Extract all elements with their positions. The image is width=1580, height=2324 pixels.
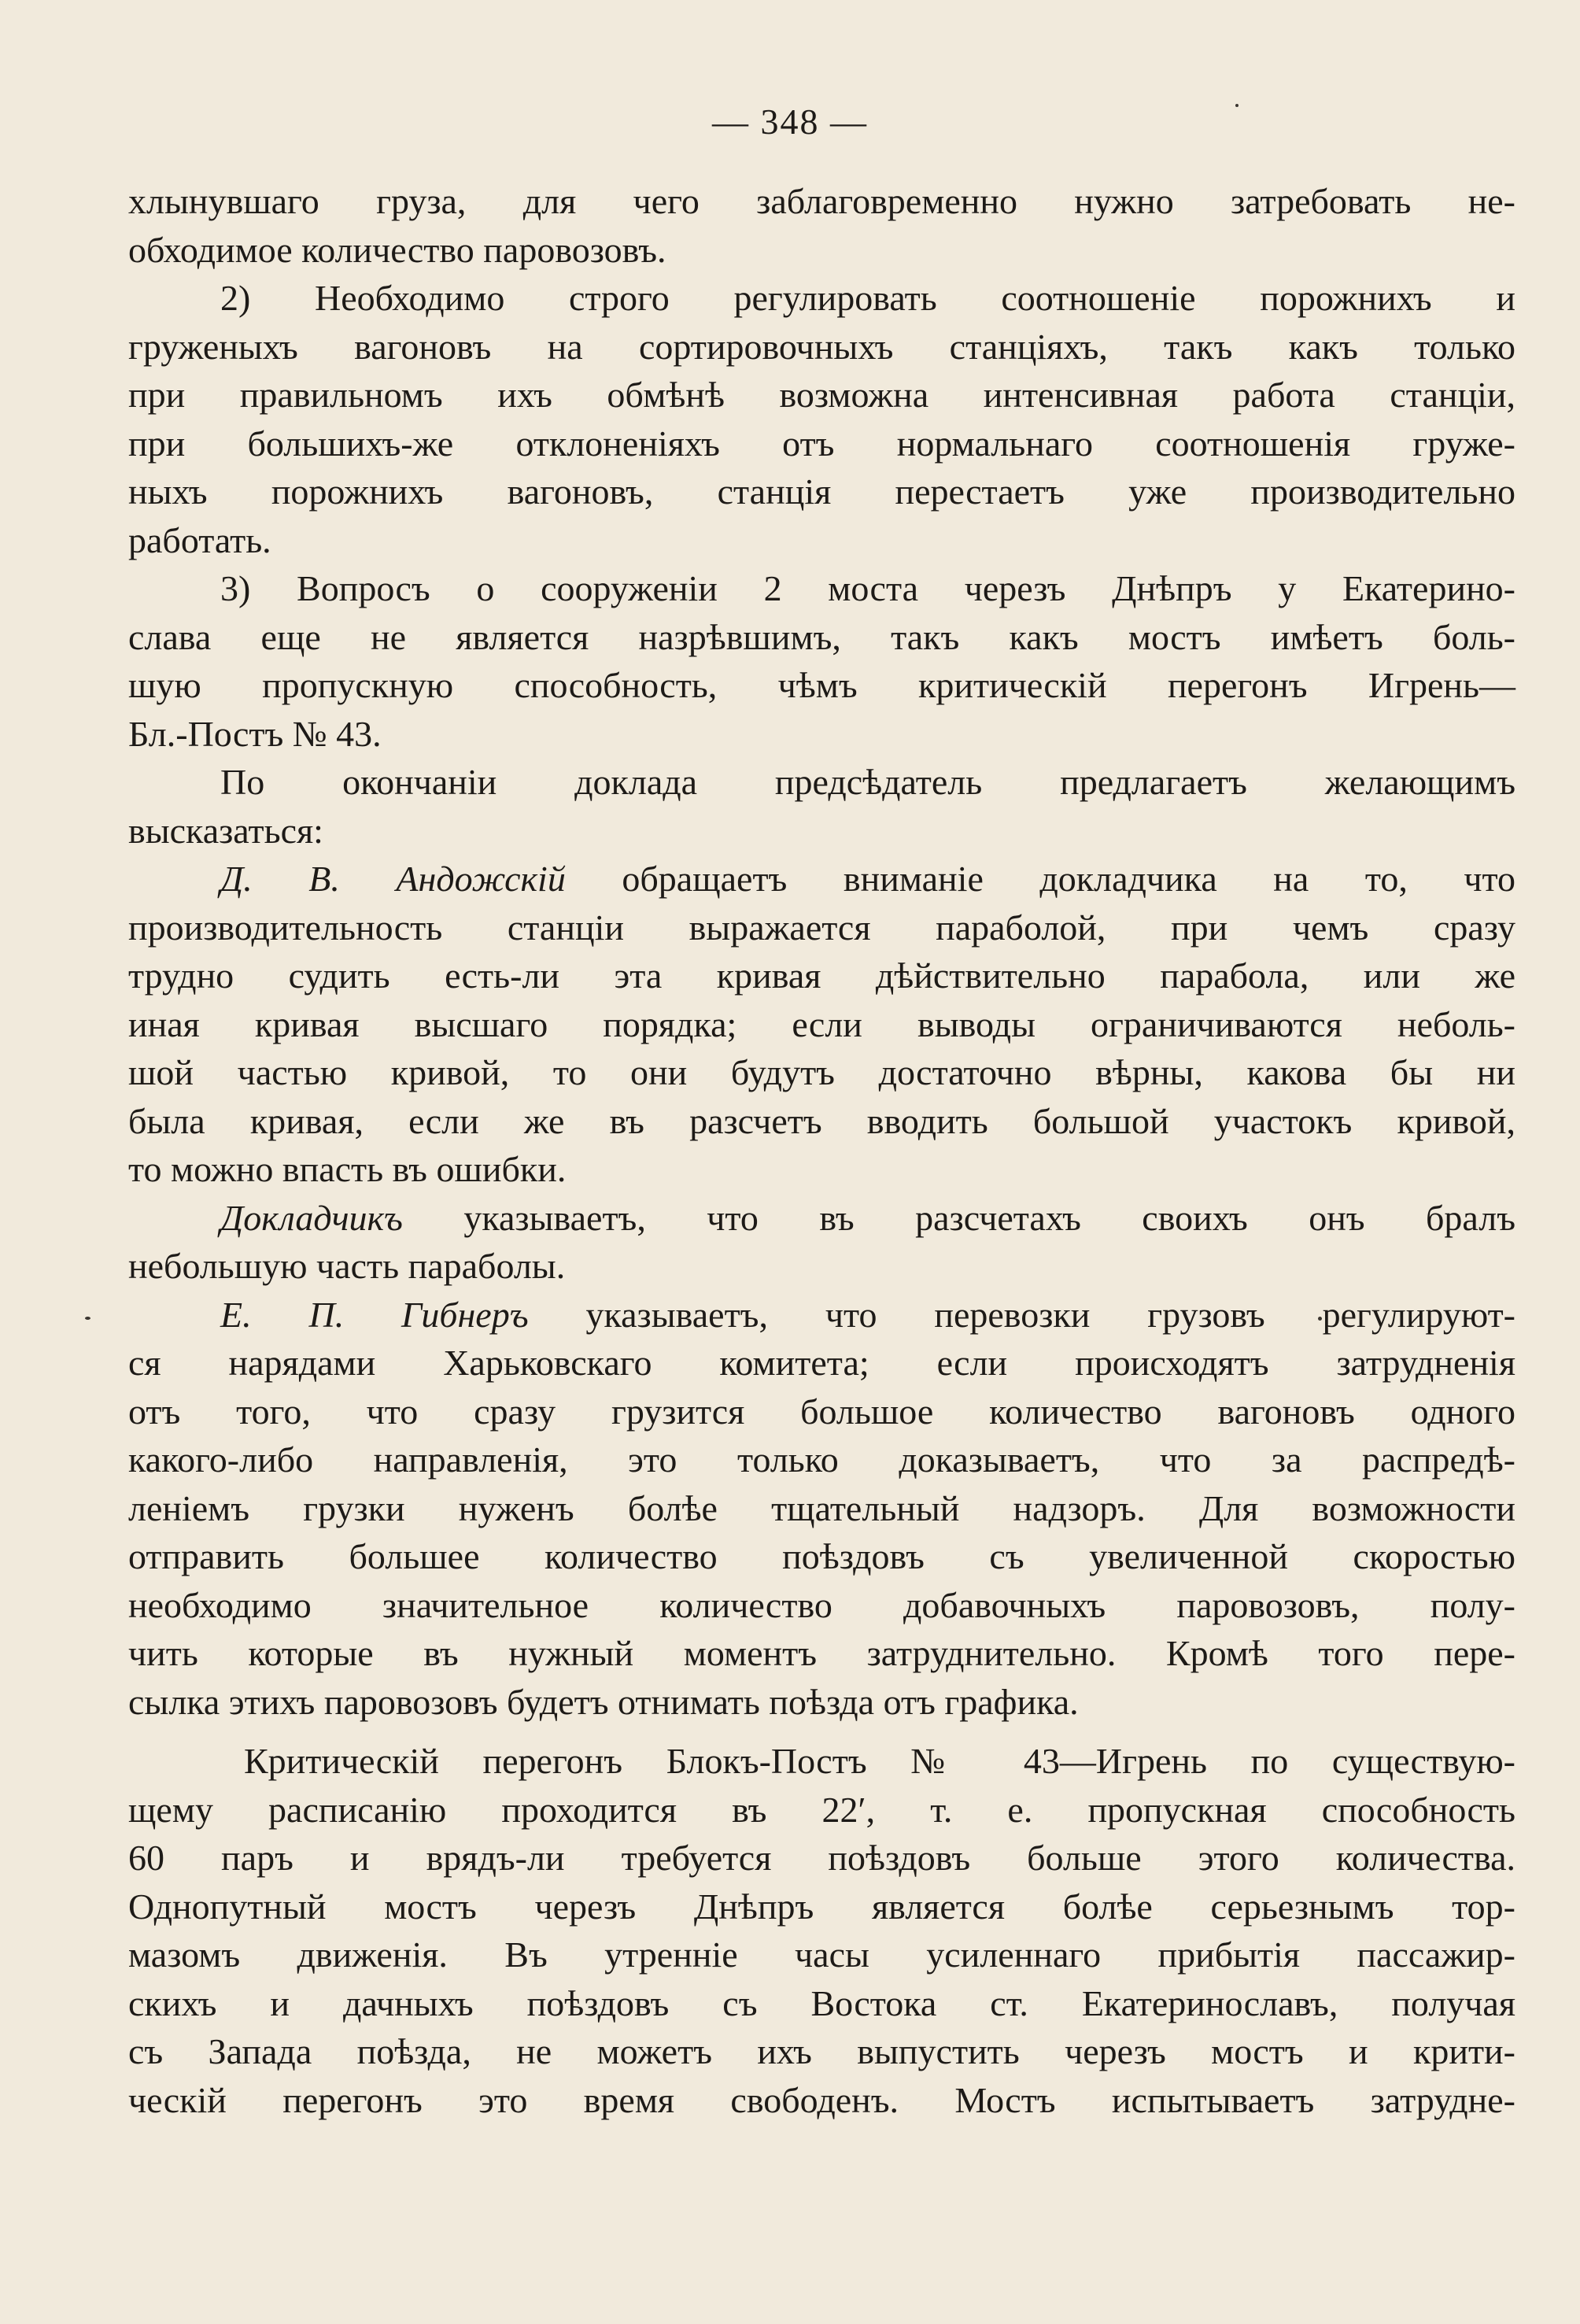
text-line: отправить большее количество поѣздовъ съ увеличенной скоростью — [128, 1536, 1515, 1576]
text-line: леніемъ грузки нуженъ болѣе тщательный надзоръ. Для возможности — [128, 1487, 1515, 1528]
paragraph-chairman — [128, 758, 1515, 855]
text-line: производительность станціи выражается параболой, при чемъ сразу — [128, 907, 1515, 948]
text-line: ныхъ порожнихъ вагоновъ, станція перестаетъ уже производительно — [128, 471, 1515, 512]
text-line: то можно впасть въ ошибки. — [128, 1149, 567, 1189]
speech-text: обращаетъ вниманіе докладчика на то, что — [565, 859, 1515, 899]
paragraph-gibner — [128, 1291, 1515, 1727]
text-line: 60 паръ и врядъ-ли требуется поѣздовъ больше этого количества. — [128, 1838, 1515, 1878]
ink-speck — [1235, 104, 1239, 107]
text-line — [128, 1291, 1515, 1339]
speaker-name: Докладчикъ — [220, 1197, 403, 1238]
text-line: небольшую часть параболы. — [128, 1246, 566, 1286]
text-line: слава еще не является назрѣвшимъ, такъ какъ мостъ имѣетъ боль- — [128, 616, 1515, 657]
text-line: Бл.-Постъ № 43. — [128, 713, 382, 754]
text-line: какого-либо направленія, это только доказываетъ, что за распредѣ- — [128, 1439, 1515, 1480]
text-line: По окончаніи доклада предсѣдатель предлагаетъ желающимъ — [220, 762, 1515, 802]
speech-text: указываетъ, что въ разсчетахъ своихъ онъ бралъ — [402, 1197, 1515, 1238]
text-line: ся нарядами Харьковскаго комитета; если происходятъ затрудненія — [128, 1343, 1515, 1383]
text-line: ческій перегонъ это время свободенъ. Мостъ испытываетъ затрудне- — [128, 2079, 1515, 2120]
paragraph-andozhsky — [128, 855, 1515, 1194]
paragraph-gap — [128, 1726, 1515, 1737]
text-line: Критическій перегонъ Блокъ-Постъ № 43—Игрень по существую- — [244, 1741, 1515, 1781]
text-line: хлынувшаго груза, для чего заблаговременно нужно затребовать не- — [128, 181, 1515, 221]
speech-text: указываетъ, что перевозки грузовъ регулируют- — [528, 1294, 1515, 1335]
text-line: щему расписанію проходится въ 22′, т. е. пропускная способность — [128, 1789, 1515, 1830]
text-line: шую пропускную способность, чѣмъ критическій перегонъ Игрень— — [128, 665, 1515, 705]
ink-speck — [85, 1317, 90, 1320]
text-line: шой частью кривой, то они будутъ достаточно вѣрны, какова бы ни — [128, 1052, 1515, 1092]
speaker-name: Д. В. Андожскій — [220, 859, 566, 899]
text-line: сылка этихъ паровозовъ будетъ отнимать поѣзда отъ графика. — [128, 1681, 1079, 1722]
paragraph-continuation — [128, 177, 1515, 274]
text-line: работать. — [128, 519, 271, 560]
text-line: отъ того, что сразу грузится большое количество вагоновъ одного — [128, 1391, 1515, 1432]
body-text — [128, 177, 1515, 2124]
text-line: съ Запада поѣзда, не можетъ ихъ выпустить черезъ мостъ и крити- — [128, 2031, 1515, 2071]
text-line: мазомъ движенія. Въ утренніе часы усиленнаго прибытія пассажир- — [128, 1934, 1515, 1975]
paragraph-critical-section — [128, 1737, 1515, 2124]
text-line: груженыхъ вагоновъ на сортировочныхъ станціяхъ, такъ какъ только — [128, 326, 1515, 367]
text-line: при большихъ-же отклоненіяхъ отъ нормальнаго соотношенія груже- — [128, 423, 1515, 464]
text-line: необходимо значительное количество добавочныхъ паровозовъ, полу- — [128, 1584, 1515, 1625]
text-line: обходимое количество паровозовъ. — [128, 229, 666, 270]
text-line: Однопутный мостъ черезъ Днѣпръ является болѣе серьезнымъ тор- — [128, 1886, 1515, 1927]
text-line: была кривая, если же въ разсчетъ вводить большой участокъ кривой, — [128, 1100, 1515, 1141]
text-line: трудно судить есть-ли эта кривая дѣйствительно парабола, или же — [128, 955, 1515, 996]
text-line: высказаться: — [128, 810, 323, 851]
text-line: при правильномъ ихъ обмѣнѣ возможна интенсивная работа станціи, — [128, 375, 1515, 415]
text-line — [128, 855, 1515, 903]
text-line: скихъ и дачныхъ поѣздовъ съ Востока ст. Екатеринославъ, получая — [128, 1982, 1515, 2023]
paragraph-speaker — [128, 1194, 1515, 1291]
text-line: иная кривая высшаго порядка; если выводы ограничиваются неболь- — [128, 1003, 1515, 1044]
text-line: чить которые въ нужный моментъ затруднительно. Кромѣ того пере- — [128, 1633, 1515, 1673]
paragraph-point-2 — [128, 274, 1515, 564]
text-line: 2) Необходимо строго регулировать соотношеніе порожнихъ и — [220, 278, 1515, 318]
text-line — [128, 1194, 1515, 1243]
speaker-name: Е. П. Гибнеръ — [220, 1294, 529, 1335]
page-number: — 348 — — [712, 102, 868, 142]
paragraph-point-3 — [128, 564, 1515, 758]
text-line: 3) Вопросъ о сооруженіи 2 моста черезъ Днѣпръ у Екатерино- — [220, 568, 1515, 608]
